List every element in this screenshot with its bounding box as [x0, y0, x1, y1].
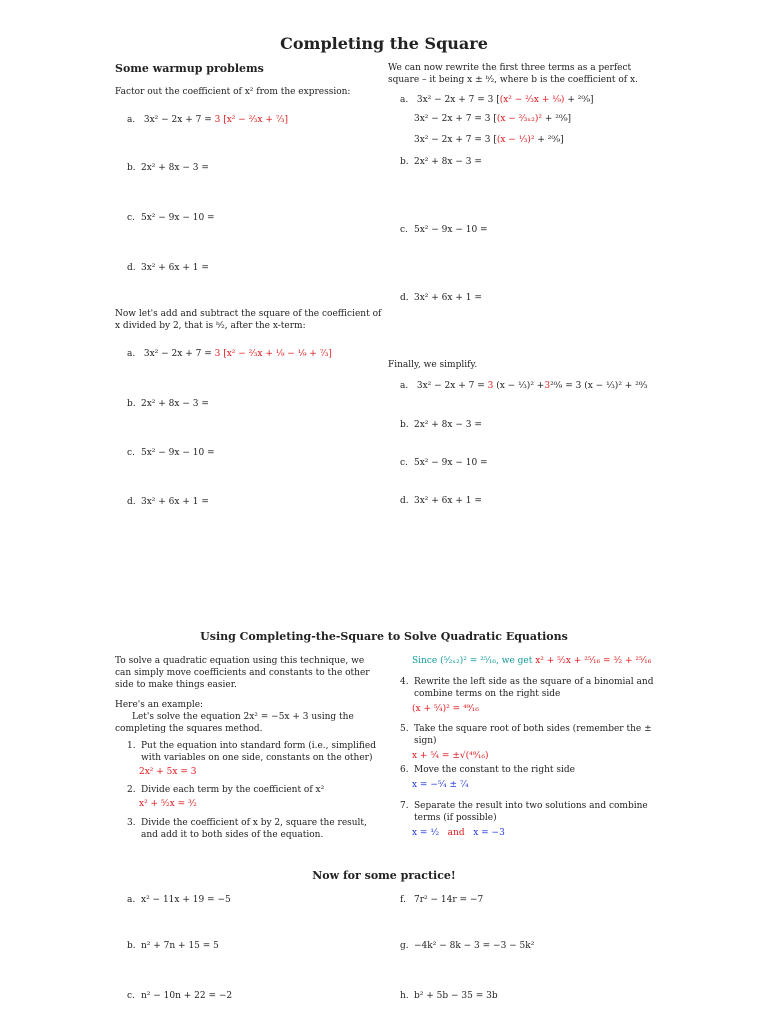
solve-step-7: 7. Separate the result into two solutions and combine terms (if possible) x = ¹⁄₂ and x = −3: [400, 800, 662, 839]
simplify-problem-b: b. 2x² + 8x − 3 =: [400, 420, 482, 430]
warmup-answer-a: 3 [x² − ²⁄₃x + ⁷⁄₃]: [214, 115, 288, 125]
since-line: Since (⁵⁄₂ₓ₂)² = ²⁵⁄₁₆, we get x² + ⁵⁄₂x + ²⁵⁄₁₆ = ³⁄₂ + ²⁵⁄₁₆: [412, 656, 652, 666]
warmup-problem-c: c. 5x² − 9x − 10 =: [127, 213, 215, 223]
step2-problem-a: a. 3x² − 2x + 7 = 3 [x² − ²⁄₃x + ¹⁄₉ − ¹⁄₉ + ⁷⁄₃]: [127, 349, 332, 359]
solve-step-6: 6. Move the constant to the right side x = −⁵⁄₄ ± ⁷⁄₄: [400, 764, 662, 791]
solve-step-3: 3. Divide the coefficient of x by 2, square the result, and add it to both sides of the equation.: [127, 818, 367, 840]
solve-step-5: 5. Take the square root of both sides (remember the ± sign) x + ⁵⁄₄ = ±√(⁴⁹⁄₁₆): [400, 723, 662, 762]
rewrite-text: We can now rewrite the first three terms as a perfect square – it being x ± ᵇ⁄₂, where b is the coefficient of x.: [388, 63, 638, 85]
solve-heading: Using Completing-the-Square to Solve Quadratic Equations: [200, 630, 568, 643]
rewrite-problem-b: b. 2x² + 8x − 3 =: [400, 157, 482, 167]
step-5-math: x + ⁵⁄₄ = ±√(⁴⁹⁄₁₆): [412, 751, 489, 761]
rewrite-a-line1: a. 3x² − 2x + 7 = 3 [(x² − ²⁄₃x + ¹⁄₉) + ²⁰⁄₉]: [400, 95, 594, 105]
warmup-problem-b: b. 2x² + 8x − 3 =: [127, 163, 209, 173]
step2-problem-c: c. 5x² − 9x − 10 =: [127, 448, 215, 458]
warmup-instruction: Factor out the coefficient of x² from the expression:: [115, 87, 351, 97]
practice-problem-b: b. n² + 7n + 15 = 5: [127, 941, 219, 951]
simplify-problem-a: a. 3x² − 2x + 7 = 3 (x − ¹⁄₃)² +3²⁰⁄₉ = 3 (x − ¹⁄₃)² + ²⁰⁄₃: [400, 381, 648, 391]
solve-step-1: 1. Put the equation into standard form (i.e., simplified with variables on one side, constants on the other) 2x² + 5x = 3: [127, 740, 383, 778]
example-text: Let's solve the equation 2x² = −5x + 3 using the completing the squares method.: [115, 712, 354, 734]
practice-problem-g: g. −4k² − 8k − 3 = −3 − 5k²: [400, 941, 535, 951]
practice-heading: Now for some practice!: [312, 869, 456, 882]
step-6-math: x = −⁵⁄₄ ± ⁷⁄₄: [412, 780, 469, 790]
rewrite-problem-d: d. 3x² + 6x + 1 =: [400, 293, 482, 303]
solve-step-4: 4. Rewrite the left side as the square of a binomial and combine terms on the right side (x + ⁵⁄₄)² = ⁴⁹⁄₁₆: [400, 676, 662, 715]
practice-problem-a: a. x² − 11x + 19 = −5: [127, 895, 231, 905]
rewrite-a-line2: 3x² − 2x + 7 = 3 [(x − ²⁄₃ₓ₂)² + ²⁰⁄₉]: [414, 114, 572, 124]
simplify-problem-c: c. 5x² − 9x − 10 =: [400, 458, 488, 468]
step2-answer-a: 3 [x² − ²⁄₃x + ¹⁄₉ − ¹⁄₉ + ⁷⁄₃]: [214, 349, 332, 359]
step-2-math: x² + ⁵⁄₂x = ³⁄₂: [139, 799, 197, 809]
step-1-math: 2x² + 5x = 3: [139, 767, 197, 777]
page-title: Completing the Square: [280, 34, 488, 53]
solve-step-2: 2. Divide each term by the coefficient of x² x² + ⁵⁄₂x = ³⁄₂: [127, 784, 383, 810]
step2-problem-d: d. 3x² + 6x + 1 =: [127, 497, 209, 507]
solve-intro: To solve a quadratic equation using this technique, we can simply move coefficients and constants to the other side to make things easier.: [115, 656, 370, 690]
simplify-text: Finally, we simplify.: [388, 360, 478, 370]
practice-problem-f: f. 7r² − 14r = −7: [400, 895, 484, 905]
practice-problem-c: c. n² − 10n + 22 = −2: [127, 991, 233, 1001]
warmup-problem-d: d. 3x² + 6x + 1 =: [127, 263, 209, 273]
practice-problem-h: h. b² + 5b − 35 = 3b: [400, 991, 498, 1001]
step-4-math: (x + ⁵⁄₄)² = ⁴⁹⁄₁₆: [412, 704, 479, 714]
step-7-math: x = ¹⁄₂ and x = −3: [412, 828, 505, 838]
warmup-problem-a: a. 3x² − 2x + 7 = 3 [x² − ²⁄₃x + ⁷⁄₃]: [127, 115, 288, 125]
warmup-heading: Some warmup problems: [115, 62, 264, 75]
example-head: Here's an example:: [115, 700, 204, 710]
step2-problem-b: b. 2x² + 8x − 3 =: [127, 399, 209, 409]
add-subtract-text: Now let's add and subtract the square of the coefficient of x divided by 2, that is ᵇ⁄₂, after the x-term:: [115, 309, 382, 331]
rewrite-problem-c: c. 5x² − 9x − 10 =: [400, 225, 488, 235]
simplify-problem-d: d. 3x² + 6x + 1 =: [400, 496, 482, 506]
rewrite-a-line3: 3x² − 2x + 7 = 3 [(x − ¹⁄₃)² + ²⁰⁄₉]: [414, 135, 564, 145]
